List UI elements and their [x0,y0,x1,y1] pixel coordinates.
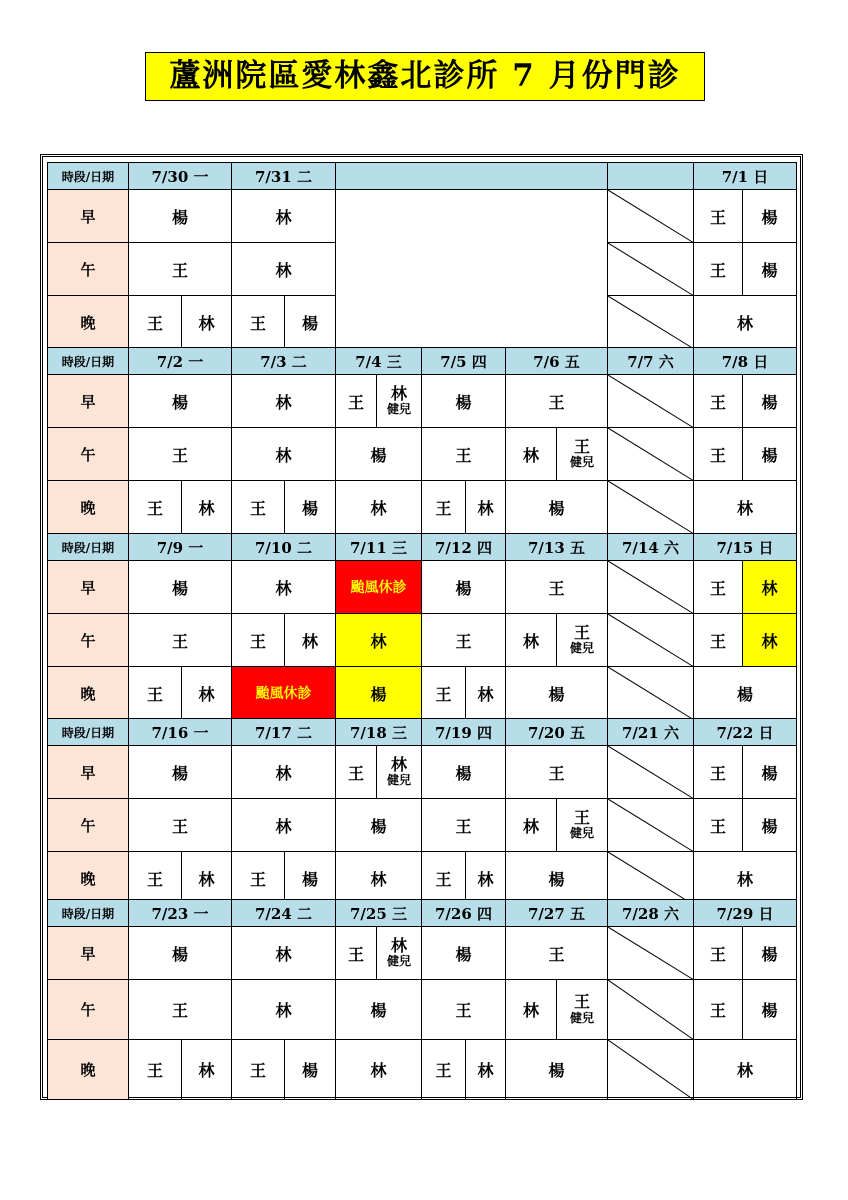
no-clinic-cell [607,189,694,243]
time-slot-label: 晚 [47,851,129,905]
date-header: 7/23 一 [128,899,232,927]
date-header: 7/28 六 [607,899,694,927]
doctor-cell: 楊 [128,374,232,428]
header-label: 時段/日期 [47,162,129,190]
doctor-cell: 林 [693,295,797,349]
doctor-cell: 楊 [284,295,336,349]
doctor-cell: 林 [465,666,506,720]
no-clinic-cell [607,374,694,428]
doctor-cell: 王 [693,189,743,243]
date-header: 7/26 四 [421,899,506,927]
doctor-cell: 林 [181,1039,232,1100]
no-clinic-cell [607,427,694,481]
doctor-name: 林 [390,754,407,774]
doctor-cell: 林 [231,189,336,243]
time-slot-label: 午 [47,613,129,667]
doctor-cell: 王 [693,798,743,852]
time-slot-label: 午 [47,427,129,481]
doctor-cell: 王 [231,851,285,905]
doctor-cell: 楊 [128,560,232,614]
doctor-cell: 林 [231,979,336,1040]
date-header: 7/27 五 [505,899,608,927]
doctor-cell: 王 [693,427,743,481]
date-header-empty [607,162,694,190]
doctor-cell: 楊 [742,189,797,243]
doctor-cell: 王 [128,242,232,296]
no-clinic-cell [607,745,694,799]
doctor-cell: 楊 [128,926,232,980]
doctor-cell: 楊 [421,374,506,428]
doctor-cell: 王 [421,666,466,720]
diagonal-line-icon [608,243,695,297]
doctor-cell: 王 [128,295,182,349]
doctor-cell [556,427,608,481]
date-header: 7/8 日 [693,347,797,375]
doctor-cell: 林 [181,295,232,349]
diagonal-line-icon [608,481,695,535]
time-slot-label: 晚 [47,1039,129,1100]
doctor-cell [376,745,422,799]
doctor-cell [556,613,608,667]
doctor-cell: 林 [181,851,232,905]
time-slot-label: 午 [47,242,129,296]
doctor-cell: 楊 [742,242,797,296]
page-title: 蘆洲院區愛林鑫北診所 7 月份門診 [145,52,705,101]
date-header: 7/29 日 [693,899,797,927]
doctor-cell: 楊 [421,560,506,614]
no-clinic-cell [607,295,694,349]
diagonal-line-icon [608,746,695,800]
no-clinic-cell [607,979,694,1040]
doctor-cell: 林 [742,560,797,614]
diagonal-line-icon [608,190,695,244]
date-header: 7/20 五 [505,718,608,746]
date-header: 7/16 一 [128,718,232,746]
diagonal-line-icon [608,614,695,668]
doctor-cell: 林 [505,979,557,1040]
doctor-cell: 王 [128,480,182,534]
doctor-cell: 林 [335,613,422,667]
doctor-cell: 林 [284,613,336,667]
doctor-cell: 王 [335,926,377,980]
doctor-cell [556,798,608,852]
doctor-cell: 王 [693,242,743,296]
date-header: 7/18 三 [335,718,422,746]
doctor-cell: 王 [335,745,377,799]
doctor-cell: 楊 [505,851,608,905]
no-clinic-cell [607,926,694,980]
time-slot-label: 早 [47,560,129,614]
doctor-cell: 林 [505,427,557,481]
doctor-cell: 王 [693,560,743,614]
diagonal-line-icon [608,980,695,1041]
date-header: 7/30 一 [128,162,232,190]
doctor-cell [376,374,422,428]
header-label: 時段/日期 [47,533,129,561]
doctor-cell: 林 [693,480,797,534]
doctor-cell: 王 [421,1039,466,1100]
doctor-cell: 王 [128,613,232,667]
doctor-cell: 楊 [505,480,608,534]
no-clinic-cell [607,613,694,667]
diagonal-line-icon [608,428,695,482]
doctor-name: 王 [573,436,590,456]
diagonal-line-icon [608,799,695,853]
doctor-cell: 楊 [693,666,797,720]
doctor-cell: 楊 [284,1039,336,1100]
doctor-cell: 王 [128,798,232,852]
doctor-cell: 王 [421,613,506,667]
empty-block [335,189,608,349]
doctor-cell: 楊 [335,427,422,481]
date-header: 7/3 二 [231,347,336,375]
doctor-cell: 楊 [505,666,608,720]
doctor-cell: 林 [465,480,506,534]
date-header: 7/17 二 [231,718,336,746]
date-header: 7/22 日 [693,718,797,746]
date-header: 7/24 二 [231,899,336,927]
doctor-cell [376,926,422,980]
doctor-name: 王 [573,807,590,827]
header-label: 時段/日期 [47,347,129,375]
date-header-empty [335,162,608,190]
doctor-cell: 王 [335,374,377,428]
date-header: 7/6 五 [505,347,608,375]
doctor-cell: 颱風休診 [335,560,422,614]
doctor-cell: 王 [421,427,506,481]
doctor-cell: 王 [421,979,506,1040]
doctor-cell: 林 [231,427,336,481]
doctor-cell: 林 [335,480,422,534]
doctor-cell: 楊 [128,189,232,243]
date-header: 7/25 三 [335,899,422,927]
doctor-cell: 楊 [742,926,797,980]
doctor-cell: 林 [335,1039,422,1100]
no-clinic-cell [607,798,694,852]
doctor-cell: 楊 [421,926,506,980]
doctor-cell: 林 [181,666,232,720]
clinic-type-note: 健兒 [386,954,411,969]
doctor-cell: 王 [693,613,743,667]
doctor-cell: 王 [231,295,285,349]
no-clinic-cell [607,480,694,534]
diagonal-line-icon [608,1040,695,1101]
doctor-cell: 林 [231,374,336,428]
date-header: 7/11 三 [335,533,422,561]
doctor-cell: 颱風休診 [231,666,336,720]
doctor-name: 王 [573,622,590,642]
doctor-cell: 楊 [128,745,232,799]
diagonal-line-icon [608,667,695,721]
doctor-cell: 楊 [505,1039,608,1100]
doctor-cell: 楊 [421,745,506,799]
diagonal-line-icon [608,296,695,350]
doctor-cell: 王 [231,1039,285,1100]
date-header: 7/10 二 [231,533,336,561]
doctor-cell: 林 [693,851,797,905]
date-header: 7/15 日 [693,533,797,561]
doctor-cell: 楊 [742,745,797,799]
doctor-cell: 王 [421,851,466,905]
doctor-cell: 林 [742,613,797,667]
no-clinic-cell [607,560,694,614]
doctor-cell: 楊 [335,979,422,1040]
clinic-type-note: 健兒 [386,773,411,788]
doctor-cell: 楊 [742,979,797,1040]
doctor-cell: 王 [128,979,232,1040]
date-header: 7/14 六 [607,533,694,561]
doctor-cell: 王 [693,979,743,1040]
clinic-type-note: 健兒 [569,455,594,470]
doctor-cell: 王 [505,745,608,799]
doctor-cell [556,979,608,1040]
doctor-cell: 王 [231,613,285,667]
date-header: 7/2 一 [128,347,232,375]
doctor-cell: 王 [128,427,232,481]
doctor-cell: 楊 [335,798,422,852]
date-header: 7/1 日 [693,162,797,190]
doctor-cell: 林 [505,798,557,852]
doctor-cell: 楊 [284,480,336,534]
clinic-type-note: 健兒 [569,826,594,841]
diagonal-line-icon [608,561,695,615]
doctor-cell: 王 [505,560,608,614]
doctor-cell: 楊 [335,666,422,720]
doctor-name: 林 [390,383,407,403]
time-slot-label: 午 [47,979,129,1040]
doctor-cell: 王 [693,926,743,980]
date-header: 7/31 二 [231,162,336,190]
doctor-cell: 林 [181,480,232,534]
doctor-cell: 王 [505,926,608,980]
doctor-cell: 王 [128,851,182,905]
doctor-name: 林 [390,935,407,955]
doctor-cell: 林 [465,1039,506,1100]
time-slot-label: 晚 [47,666,129,720]
doctor-cell: 林 [231,798,336,852]
time-slot-label: 晚 [47,480,129,534]
header-label: 時段/日期 [47,899,129,927]
doctor-cell: 林 [231,560,336,614]
no-clinic-cell [607,242,694,296]
clinic-type-note: 健兒 [569,1010,594,1025]
time-slot-label: 早 [47,745,129,799]
doctor-name: 王 [573,992,590,1012]
no-clinic-cell [607,666,694,720]
clinic-type-note: 健兒 [569,641,594,656]
doctor-cell: 王 [421,798,506,852]
doctor-cell: 林 [231,745,336,799]
date-header: 7/4 三 [335,347,422,375]
date-header: 7/12 四 [421,533,506,561]
diagonal-line-icon [608,375,695,429]
doctor-cell: 王 [128,1039,182,1100]
diagonal-line-icon [608,852,695,906]
time-slot-label: 早 [47,189,129,243]
doctor-cell: 林 [505,613,557,667]
doctor-cell: 楊 [742,798,797,852]
doctor-cell: 楊 [742,427,797,481]
time-slot-label: 早 [47,926,129,980]
date-header: 7/7 六 [607,347,694,375]
time-slot-label: 午 [47,798,129,852]
doctor-cell: 林 [335,851,422,905]
date-header: 7/13 五 [505,533,608,561]
doctor-cell: 林 [465,851,506,905]
time-slot-label: 早 [47,374,129,428]
diagonal-line-icon [608,927,695,981]
header-label: 時段/日期 [47,718,129,746]
doctor-cell: 王 [421,480,466,534]
doctor-cell: 王 [693,745,743,799]
doctor-cell: 林 [231,242,336,296]
doctor-cell: 王 [231,480,285,534]
doctor-cell: 林 [231,926,336,980]
date-header: 7/5 四 [421,347,506,375]
doctor-cell: 楊 [742,374,797,428]
doctor-cell: 楊 [284,851,336,905]
time-slot-label: 晚 [47,295,129,349]
clinic-type-note: 健兒 [386,402,411,417]
doctor-cell: 王 [505,374,608,428]
doctor-cell: 林 [693,1039,797,1100]
date-header: 7/21 六 [607,718,694,746]
doctor-cell: 王 [128,666,182,720]
date-header: 7/19 四 [421,718,506,746]
doctor-cell: 王 [693,374,743,428]
no-clinic-cell [607,1039,694,1100]
date-header: 7/9 一 [128,533,232,561]
no-clinic-cell [607,851,694,905]
